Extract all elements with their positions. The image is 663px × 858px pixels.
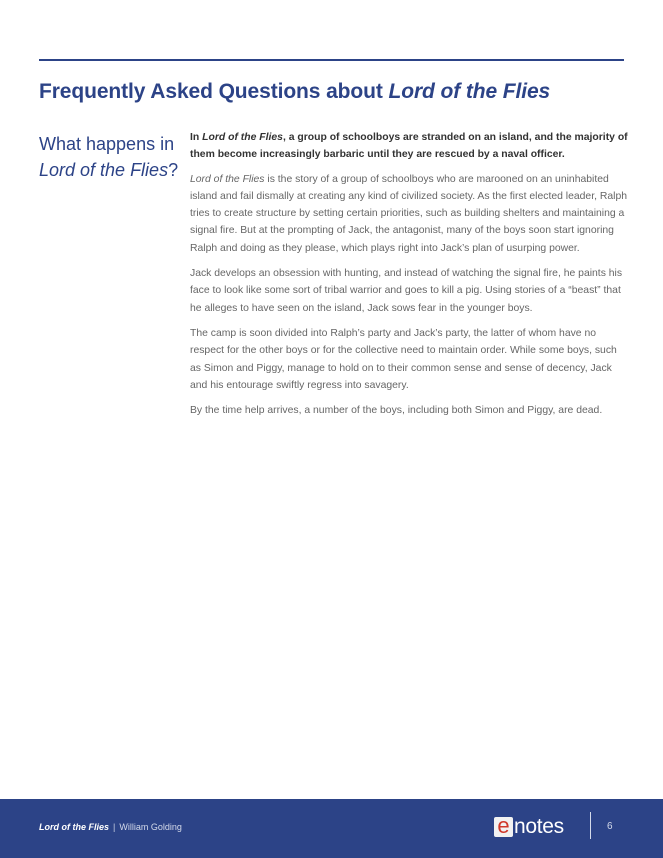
lead-text: , a group of schoolboys are stranded on an island, and the majority of them become increasingly barbaric until they are rescued by a naval officer.: [190, 132, 628, 161]
footer-author: William Golding: [119, 822, 182, 832]
enotes-logo-e-icon: e: [494, 817, 513, 837]
paragraph-text: is the story of a group of schoolboys who are marooned on an uninhabited island and fail dismally at creating any kind of civilized society. As the first elected leader, Ralph tries to create structure by setting certain priorities, such as building shelters and maintaining a signal fire. But at the prompting of Jack, the antagonist, many of the boys soon start ignoring Ralph and doing as they please, which plays right into Jack’s plan of usurping power.: [190, 173, 628, 254]
enotes-logo-text: notes: [514, 815, 564, 838]
page-title-prefix: Frequently Asked Questions about: [39, 80, 389, 103]
enotes-logo: [494, 815, 564, 839]
footer-book-info: [39, 822, 182, 832]
lead-prefix: In: [190, 132, 203, 143]
answer-lead-paragraph: [190, 129, 630, 164]
answer-paragraph-4: By the time help arrives, a number of the boys, including both Simon and Piggy, are dead.: [190, 405, 603, 417]
answer-paragraph-1: [190, 171, 630, 257]
page-footer: [0, 799, 663, 858]
page-title-book: Lord of the Flies: [388, 80, 551, 103]
footer-book-title: Lord of the Flies: [39, 822, 110, 832]
footer-divider: [590, 812, 591, 839]
faq-question: [39, 131, 184, 183]
answer-paragraph-2: Jack develops an obsession with hunting, and instead of watching the signal fire, he paints his face to look like some sort of tribal warrior and goes to kill a pig. Using stories of a “beast” that he alleges to have seen on the island, Jack sows fear in the younger boys.: [190, 268, 623, 314]
answer-paragraph-3: The camp is soon divided into Ralph’s party and Jack’s party, the latter of whom have no respect for the other boys or for the collective need to maintain order. While some boys, such as Simon and Piggy, manage to hold on to their common sense and sense of decency, Jack and his entourage swiftly regress into savagery.: [190, 327, 617, 391]
page-title: [39, 80, 550, 104]
paragraph-book-title: Lord of the Flies: [190, 173, 265, 185]
lead-book-title: Lord of the Flies: [202, 132, 283, 143]
faq-question-suffix: ?: [168, 160, 179, 180]
faq-question-book: Lord of the Flies: [39, 160, 169, 180]
faq-question-prefix: What happens in: [39, 134, 175, 154]
footer-separator: |: [113, 822, 116, 832]
top-divider-rule: [39, 59, 624, 61]
faq-answer: [190, 129, 630, 427]
page-number: 6: [607, 821, 613, 832]
